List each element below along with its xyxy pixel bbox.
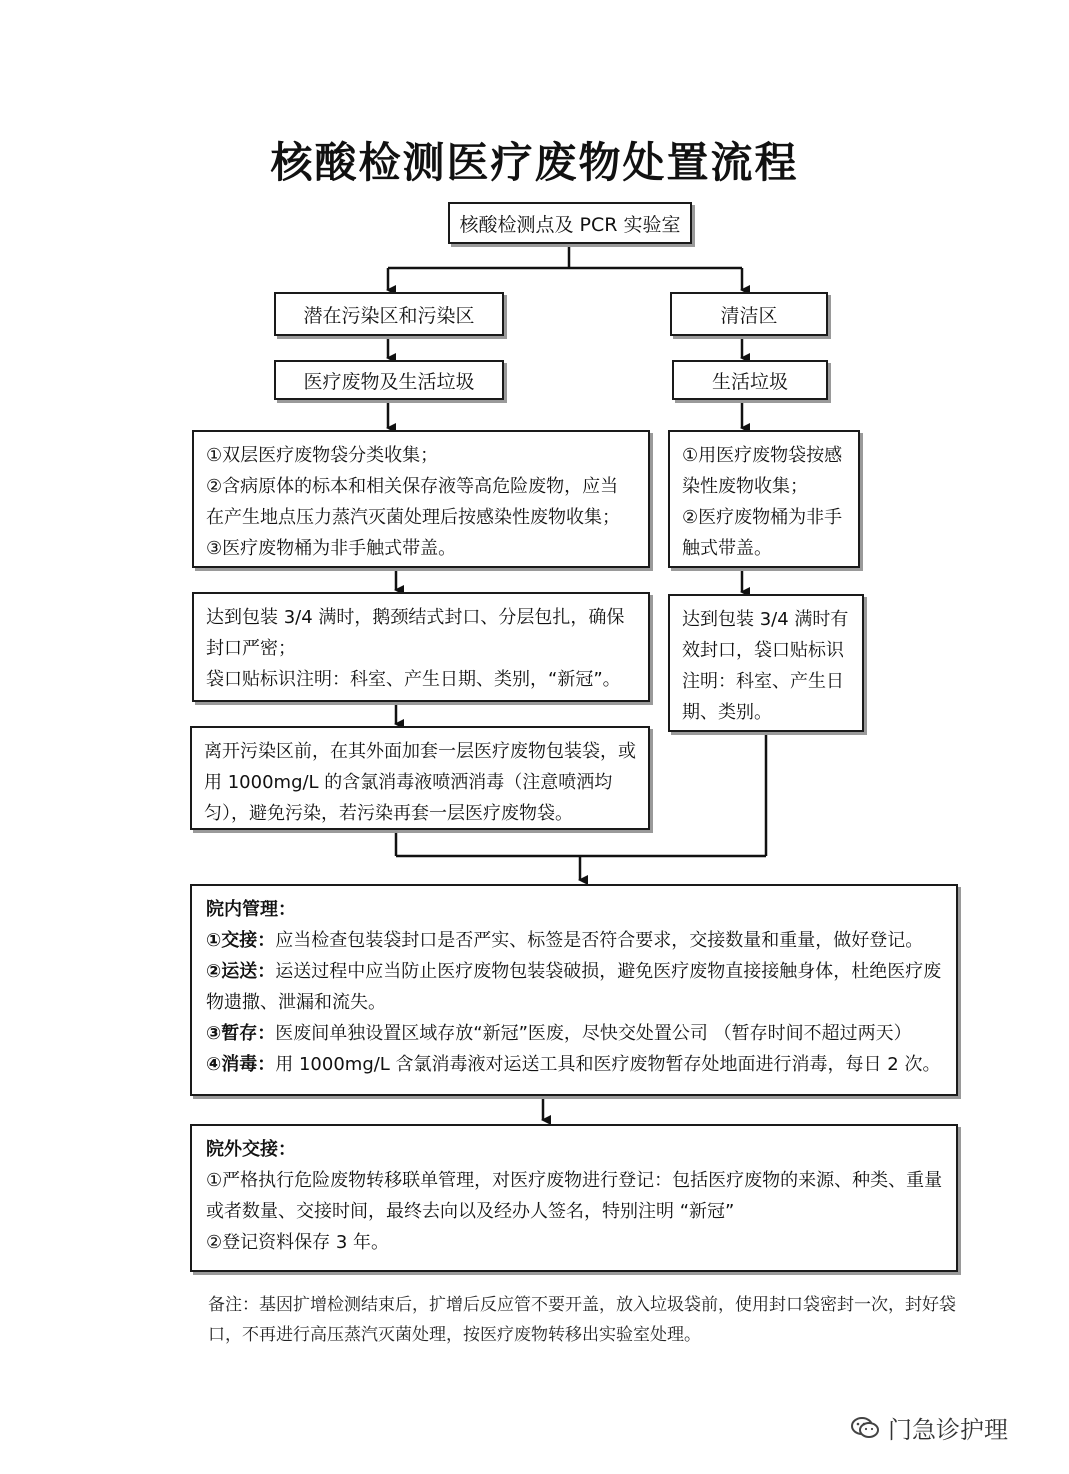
internal-item-text: 用 1000mg/L 含氯消毒液对运送工具和医疗废物暂存处地面进行消毒，每日 2 次。 xyxy=(275,1054,941,1075)
watermark xyxy=(850,1410,1008,1445)
footnote: 备注：基因扩增检测结束后，扩增后反应管不要开盖，放入垃圾袋前，使用封口袋密封一次，封好袋口，不再进行高压蒸汽灭菌处理，按医疗废物转移出实验室处理。 xyxy=(208,1295,956,1345)
wechat-icon xyxy=(850,1415,880,1441)
internal-item-label: ②运送： xyxy=(206,961,276,982)
internal-item-disinfection xyxy=(206,1049,944,1080)
left-leaving-line: 离开污染区前，在其外面加套一层医疗废物包装袋，或用 1000mg/L 的含氯消毒液喷洒消毒（注意喷洒均匀），避免污染，若污染再套一层医疗废物袋。 xyxy=(204,741,636,824)
left-collection-line: ②含病原体的标本和相关保存液等高危险废物，应当在产生地点压力蒸汽灭菌处理后按感染性废物收集； xyxy=(206,476,620,528)
internal-item-text: 医废间单独设置区域存放“新冠”医废，尽快交处置公司 （暂存时间不超过两天） xyxy=(275,1023,912,1044)
clean-zone-box xyxy=(670,292,828,336)
external-item: ①严格执行危险废物转移联单管理，对医疗废物进行登记：包括医疗废物的来源、种类、重量或者数量、交接时间，最终去向以及经办人签名，特别注明 “新冠” xyxy=(206,1170,943,1222)
contaminated-zone-label: 潜在污染区和污染区 xyxy=(303,304,475,327)
external-handover-box xyxy=(190,1124,958,1272)
right-collection-box xyxy=(668,430,860,568)
right-collection-line: ①用医疗废物袋按感染性废物收集； xyxy=(682,445,843,497)
domestic-waste-box xyxy=(672,360,828,400)
internal-item-label: ①交接： xyxy=(206,930,276,951)
external-item: ②登记资料保存 3 年。 xyxy=(206,1232,390,1253)
right-collection-line: ②医疗废物桶为非手触式带盖。 xyxy=(682,507,843,559)
left-sealing-line: 达到包装 3/4 满时，鹅颈结式封口、分层包扎，确保封口严密； xyxy=(206,607,625,659)
contaminated-zone-box xyxy=(274,292,504,336)
medical-waste-label: 医疗废物及生活垃圾 xyxy=(303,370,475,393)
internal-item-text: 应当检查包装袋封口是否严实、标签是否符合要求，交接数量和重量，做好登记。 xyxy=(275,930,924,951)
domestic-waste-label: 生活垃圾 xyxy=(711,370,788,393)
left-sealing-box xyxy=(192,592,650,702)
lab-start-label: 核酸检测点及 PCR 实验室 xyxy=(459,213,681,236)
internal-item-transport xyxy=(206,956,944,1018)
left-collection-line: ①双层医疗废物袋分类收集； xyxy=(206,445,439,466)
external-heading: 院外交接： xyxy=(206,1139,296,1160)
internal-item-handover xyxy=(206,925,944,956)
right-sealing-box xyxy=(668,594,864,732)
left-collection-box xyxy=(192,430,650,568)
left-leaving-box xyxy=(190,726,650,830)
internal-management-box xyxy=(190,884,958,1096)
internal-item-label: ④消毒： xyxy=(206,1054,276,1075)
internal-heading: 院内管理： xyxy=(206,899,296,920)
lab-start-box xyxy=(448,202,692,244)
internal-item-storage xyxy=(206,1018,944,1049)
medical-waste-box xyxy=(274,360,504,400)
clean-zone-label: 清洁区 xyxy=(720,304,778,327)
internal-item-label: ③暂存： xyxy=(206,1023,276,1044)
left-collection-line: ③医疗废物桶为非手触式带盖。 xyxy=(206,538,457,559)
internal-item-text: 运送过程中应当防止医疗废物包装袋破损，避免医疗废物直接接触身体，杜绝医疗废物遗撒、泄漏和流失。 xyxy=(206,961,942,1013)
page-title: 核酸检测医疗废物处置流程 xyxy=(270,138,799,187)
left-sealing-line: 袋口贴标识注明：科室、产生日期、类别，“新冠”。 xyxy=(206,669,621,690)
watermark-text: 门急诊护理 xyxy=(888,1416,1008,1444)
right-sealing-line: 达到包装 3/4 满时有效封口，袋口贴标识注明：科室、产生日期、类别。 xyxy=(682,609,849,723)
